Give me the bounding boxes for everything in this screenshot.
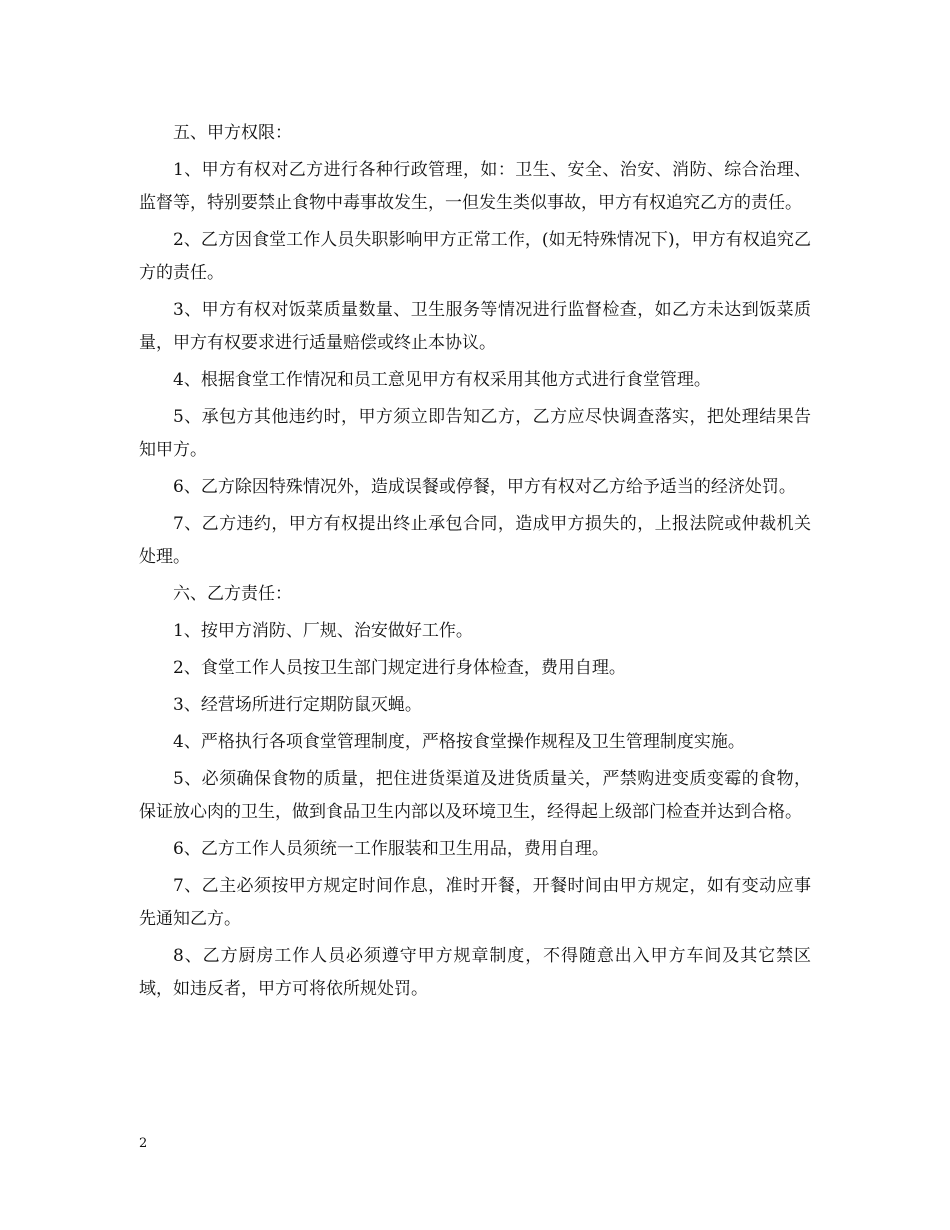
- paragraph: 1、甲方有权对乙方进行各种行政管理，如：卫生、安全、治安、消防、综合治理、监督等，特别要禁止食物中毒事故发生，一但发生类似事故，甲方有权追究乙方的责任。: [139, 160, 811, 213]
- paragraph: 2、食堂工作人员按卫生部门规定进行身体检查，费用自理。: [173, 658, 626, 678]
- paragraph: 7、乙主必须按甲方规定时间作息，准时开餐，开餐时间由甲方规定，如有变动应事先通知乙方。: [139, 876, 811, 929]
- paragraph: 7、乙方违约，甲方有权提出终止承包合同，造成甲方损失的，上报法院或仲裁机关处理。: [139, 514, 811, 567]
- paragraph: 6、乙方除因特殊情况外，造成误餐或停餐，甲方有权对乙方给予适当的经济处罚。: [173, 477, 796, 497]
- paragraph: 5、承包方其他违约时，甲方须立即告知乙方，乙方应尽快调查落实，把处理结果告知甲方。: [139, 407, 811, 460]
- section-heading-party-a-rights: 五、甲方权限：: [173, 123, 292, 143]
- paragraph: 6、乙方工作人员须统一工作服装和卫生用品，费用自理。: [173, 839, 609, 859]
- paragraph: 4、严格执行各项食堂管理制度，严格按食堂操作规程及卫生管理制度实施。: [173, 732, 745, 752]
- paragraph: 8、乙方厨房工作人员必须遵守甲方规章制度，不得随意出入甲方车间及其它禁区域，如违反者，甲方可将依所规处罚。: [139, 946, 811, 999]
- paragraph: 3、经营场所进行定期防鼠灭蝇。: [173, 695, 422, 715]
- paragraph: 5、必须确保食物的质量，把住进货渠道及进货质量关，严禁购进变质变霉的食物，保证放心肉的卫生，做到食品卫生内部以及环境卫生，经得起上级部门检查并达到合格。: [139, 769, 811, 822]
- document-body: [139, 117, 811, 1010]
- page-number: 2: [139, 1136, 148, 1151]
- paragraph: 2、乙方因食堂工作人员失职影响甲方正常工作，(如无特殊情况下)，甲方有权追究乙方的责任。: [139, 230, 811, 283]
- paragraph: 3、甲方有权对饭菜质量数量、卫生服务等情况进行监督检查，如乙方未达到饭菜质量，甲方有权要求进行适量赔偿或终止本协议。: [139, 300, 811, 353]
- paragraph: 4、根据食堂工作情况和员工意见甲方有权采用其他方式进行食堂管理。: [173, 370, 711, 390]
- paragraph: 1、按甲方消防、厂规、治安做好工作。: [173, 621, 473, 641]
- section-heading-party-b-duties: 六、乙方责任：: [173, 584, 292, 604]
